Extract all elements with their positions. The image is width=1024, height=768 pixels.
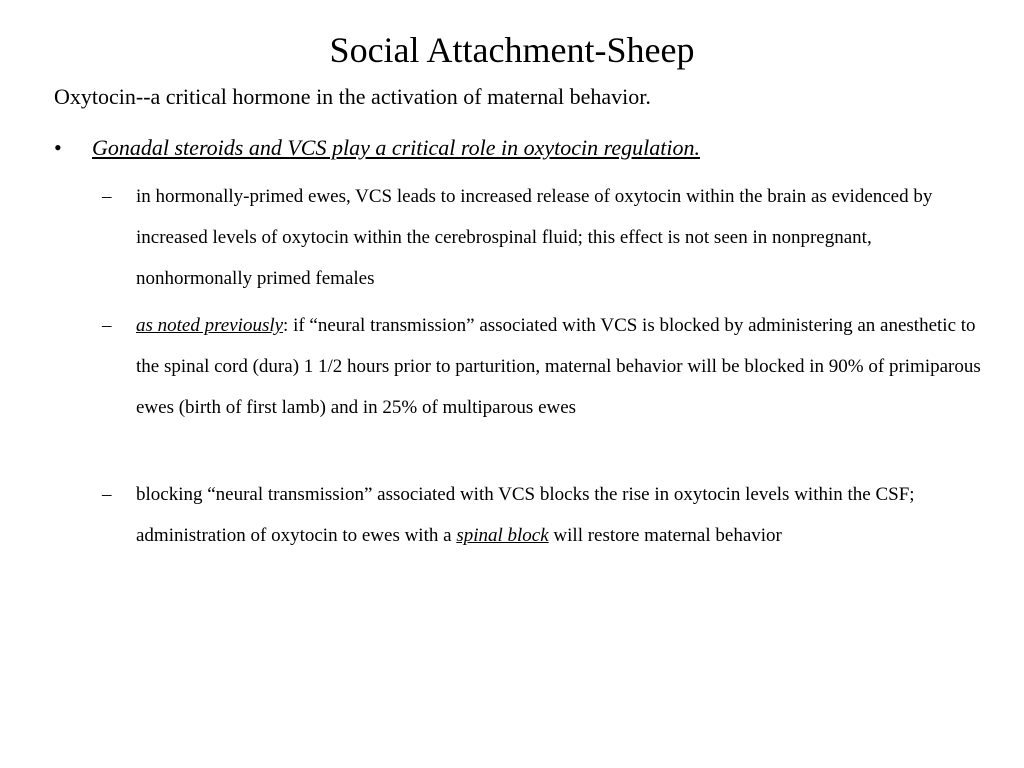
subpoint-marker: – [102, 484, 112, 505]
subpoint-body-before: blocking “neural transmission” associated with VCS blocks the rise in oxytocin levels within the CSF; administration of oxytocin to ewes with a [136, 484, 915, 546]
subpoint-text [136, 474, 982, 556]
emphasis-as-noted-previously: as noted previously [136, 315, 284, 336]
bullet-marker: • [54, 135, 62, 160]
subpoint-marker: – [102, 186, 112, 207]
subpoint-marker: – [102, 315, 112, 336]
emphasis-spinal-block: spinal block [456, 525, 549, 546]
bullet-text: Gonadal steroids and VCS play a critical role in oxytocin regulation. [92, 135, 700, 160]
subpoint-text: in hormonally-primed ewes, VCS leads to increased release of oxytocin within the brain as evidenced by increased levels of oxytocin within the cerebrospinal fluid; this effect is not seen in nonpregnant, nonhormonally primed females [136, 186, 933, 289]
subpoint-text [136, 305, 982, 428]
subpoint-body-after: will restore maternal behavior [548, 525, 782, 546]
slide-title: Social Attachment-Sheep [329, 30, 695, 70]
subpoint-body: : if “neural transmission” associated with VCS is blocked by administering an anesthetic to the spinal cord (dura) 1 1/2 hours prior to parturition, maternal behavior will be blocked in 90% of primiparous ewes (birth of first lamb) and in 25% of multiparous ewes [136, 315, 981, 418]
intro-text: Oxytocin--a critical hormone in the activation of maternal behavior. [54, 84, 651, 109]
